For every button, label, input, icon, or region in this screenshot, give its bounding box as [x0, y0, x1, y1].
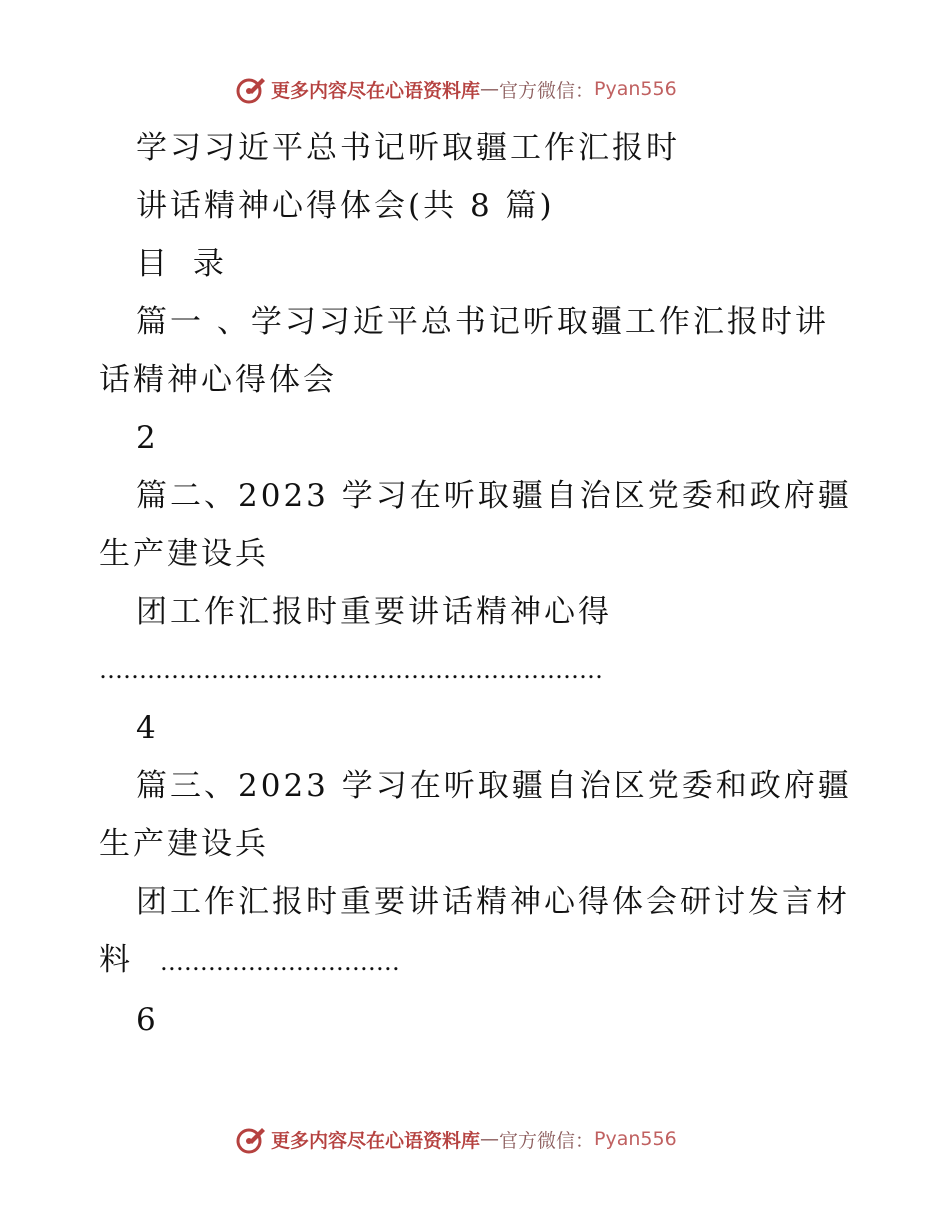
toc-entry-2-line-1: 篇二、2023 学习在听取疆自治区党委和政府疆 — [136, 478, 852, 514]
toc-entry-2-leader: ……………………………………………………… — [99, 656, 603, 684]
watermark-official-label: 官方微信： — [499, 1129, 595, 1152]
watermark-dash: — — [480, 78, 500, 100]
toc-entry-1-line-2: 话精神心得体会 — [99, 362, 337, 398]
document-title-line-1: 学习习近平总书记听取疆工作汇报时 — [136, 130, 680, 166]
toc-entry-3-page: 6 — [136, 1002, 159, 1038]
watermark-wechat-id: Pyan556 — [594, 78, 677, 100]
toc-entry-3-line-4-text: 料 — [99, 942, 133, 978]
toc-entry-2-page: 4 — [136, 710, 159, 746]
watermark-banner-bottom — [235, 1122, 755, 1156]
toc-entry-3-line-4 — [99, 940, 400, 982]
pen-nib-logo-icon — [235, 1123, 267, 1155]
pen-nib-logo-icon — [235, 73, 267, 105]
toc-entry-3-line-1: 篇三、2023 学习在听取疆自治区党委和政府疆 — [136, 768, 852, 804]
toc-entry-2-line-3: 团工作汇报时重要讲话精神心得 — [136, 594, 612, 630]
toc-entry-1-page: 2 — [136, 420, 159, 456]
watermark-wechat-id: Pyan556 — [594, 1128, 677, 1150]
toc-entry-3-leader: ………………………… — [159, 948, 400, 976]
toc-entry-3-line-2: 生产建设兵 — [99, 826, 269, 862]
watermark-main-text: 更多内容尽在心语资料库 — [271, 79, 481, 102]
watermark-dash: — — [480, 1128, 500, 1150]
watermark-main-text: 更多内容尽在心语资料库 — [271, 1129, 481, 1152]
toc-entry-2-line-2: 生产建设兵 — [99, 536, 269, 572]
toc-heading: 目 录 — [136, 246, 232, 282]
toc-entry-3-line-3: 团工作汇报时重要讲话精神心得体会研讨发言材 — [136, 884, 850, 920]
watermark-official-label: 官方微信： — [499, 79, 595, 102]
watermark-banner-top — [235, 72, 755, 106]
toc-entry-1-line-1: 篇一 、学习习近平总书记听取疆工作汇报时讲 — [136, 304, 829, 340]
document-title-line-2: 讲话精神心得体会(共 8 篇) — [136, 188, 555, 224]
